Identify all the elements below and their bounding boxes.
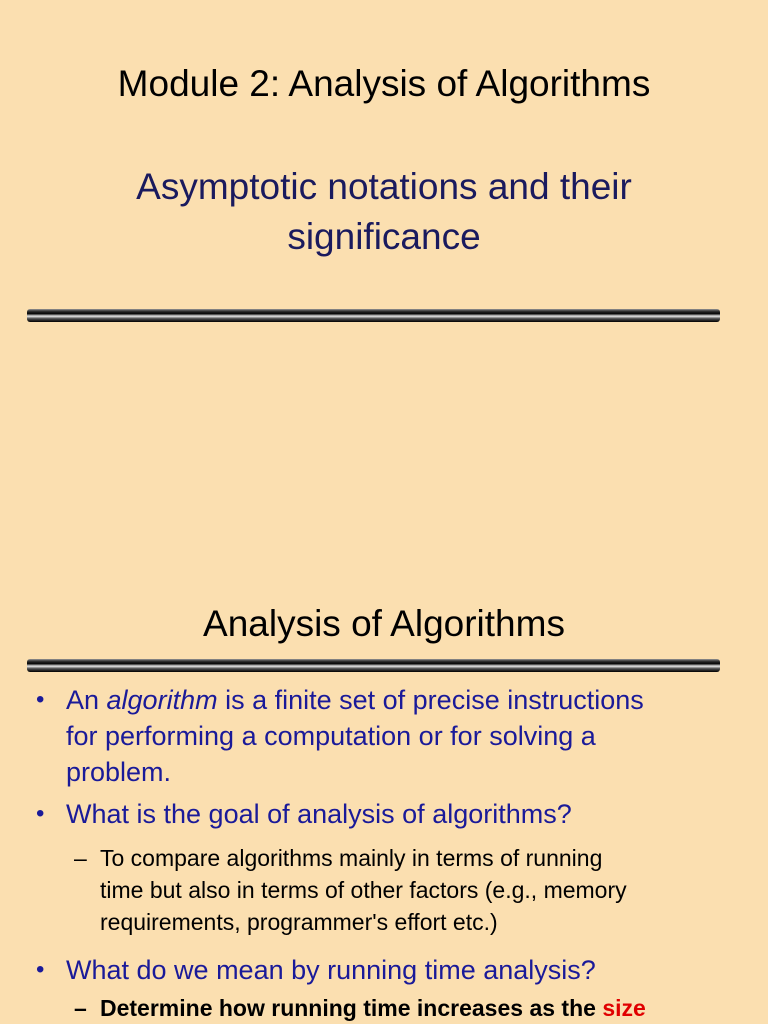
subtitle-line-1: Asymptotic notations and their [136,166,632,207]
dash-icon: – [74,995,87,1021]
sub-bullet-item [0,842,768,938]
bullet-icon: • [36,686,45,713]
bullet-text: An [66,685,107,715]
slide-2-title: Analysis of Algorithms [203,603,565,644]
bullet-text: is a finite set of precise instructions [217,685,644,715]
subtitle-line-2: significance [287,216,481,257]
highlighted-word: size [602,995,646,1021]
bullet-list [0,682,768,1024]
title-divider-rule [27,659,720,672]
bullet-line [66,682,728,718]
slide-2 [0,560,768,1024]
bullet-line: for performing a computation or for solving a [66,721,596,751]
bullet-item [0,952,768,988]
bullet-icon: • [36,956,45,983]
sub-bullet-item [0,992,768,1024]
bullet-line: What is the goal of analysis of algorithms? [66,799,572,829]
sub-bullet-text: Determine how running time increases as the [100,995,603,1021]
sub-bullet-line [100,992,728,1024]
bullet-line: What do we mean by running time analysis? [66,955,596,985]
sub-bullet-line: To compare algorithms mainly in terms of running [100,845,603,871]
slide-1-title: Module 2: Analysis of Algorithms [117,63,651,104]
bullet-icon: • [36,800,45,827]
bullet-emphasis: algorithm [106,685,218,715]
bullet-item [0,682,768,790]
sub-bullet-line: requirements, programmer's effort etc.) [100,909,498,935]
dash-icon: – [74,845,87,871]
title-divider-rule [27,309,720,322]
slide-1-subtitle [0,162,768,262]
bullet-line: problem. [66,757,172,787]
sub-bullet-line: time but also in terms of other factors (e.g., memory [100,877,627,903]
bullet-item [0,796,768,832]
